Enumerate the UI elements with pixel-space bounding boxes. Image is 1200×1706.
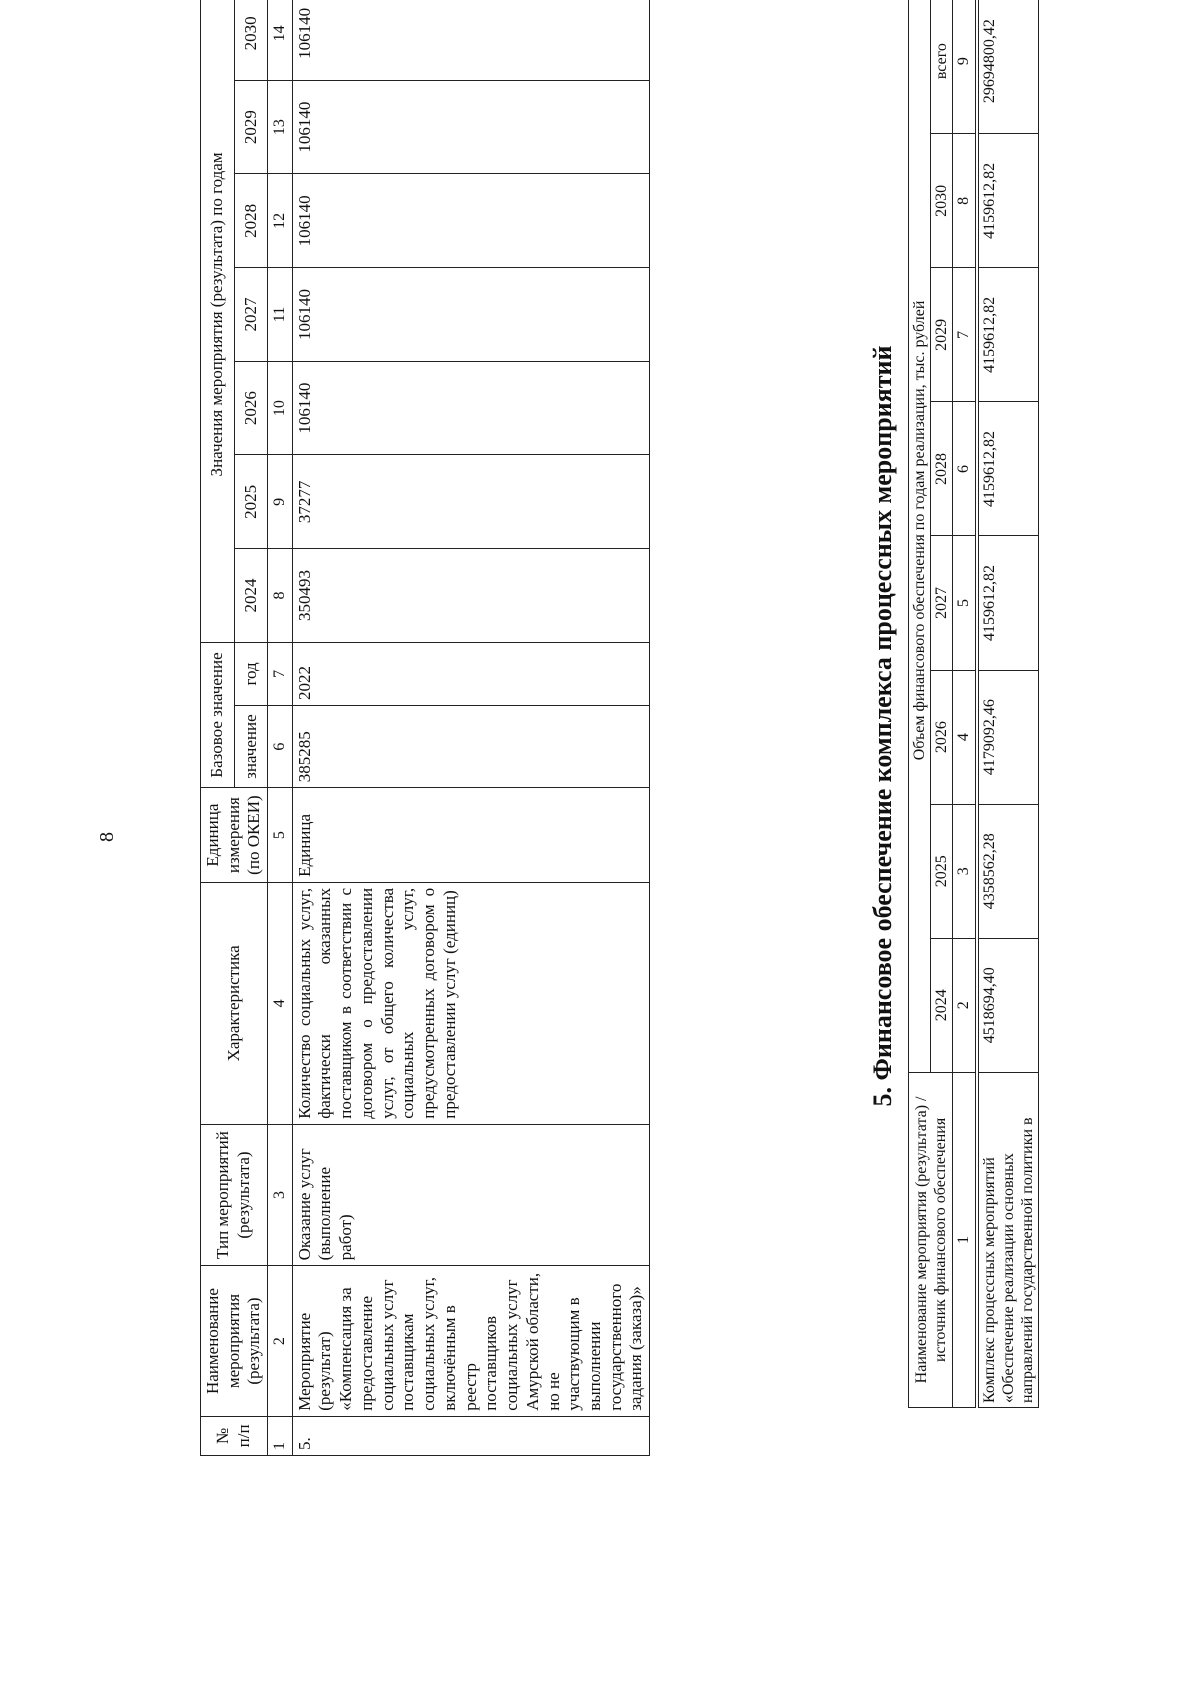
- index-cell: 7: [953, 268, 977, 402]
- index-cell: 1: [953, 1072, 977, 1407]
- col-header-volume: Объем финансового обеспечения по годам реализации, тыс. рублей: [909, 0, 931, 1072]
- col-header-characteristic: Характеристика: [201, 882, 268, 1124]
- row-unit: Единица: [292, 788, 649, 883]
- page-number: 8: [96, 832, 118, 842]
- index-cell: 6: [953, 402, 977, 536]
- index-cell: 7: [268, 642, 293, 705]
- col-header-year: 2026: [931, 670, 953, 804]
- table1-index-row: [268, 0, 293, 1456]
- index-cell: 12: [268, 174, 293, 268]
- activities-results-table: [200, 0, 650, 1456]
- row-year-value: 106140: [292, 80, 649, 174]
- col-header-year: 2026: [234, 361, 268, 455]
- col-header-total: всего: [931, 0, 953, 134]
- col-header-source-name: Наименование мероприятия (результата) / источник финансового обеспечения: [909, 1072, 953, 1407]
- index-cell: 9: [268, 455, 293, 549]
- row-activity-name: Мероприятие (результат) «Компенсация за предоставление социальных услуг поставщикам социальных услуг, включённым в реестр поставщиков социальных услуг Амурской области, но не участвующим в выполнении государственного задания (заказа)»: [292, 1266, 649, 1416]
- row-amount: 4518694,40: [977, 938, 1039, 1072]
- index-cell: 11: [268, 268, 293, 362]
- index-cell: 3: [268, 1124, 293, 1266]
- row-amount: 4179092,46: [977, 670, 1039, 804]
- row-amount: 4159612,82: [977, 268, 1039, 402]
- index-cell: 1: [268, 1416, 293, 1455]
- index-cell: 10: [268, 361, 293, 455]
- col-header-year: 2024: [234, 549, 268, 643]
- col-header-year: 2028: [931, 402, 953, 536]
- table2-index-row: [953, 0, 977, 1408]
- col-header-year: 2030: [931, 134, 953, 268]
- index-cell: 5: [953, 536, 977, 670]
- col-header-year: 2025: [234, 455, 268, 549]
- row-year-value: 350493: [292, 549, 649, 643]
- col-header-year: 2029: [234, 80, 268, 174]
- index-cell: 6: [268, 706, 293, 788]
- col-header-unit: Единица измерения (по ОКЕИ): [201, 788, 268, 883]
- index-cell: 4: [268, 882, 293, 1124]
- index-cell: 13: [268, 80, 293, 174]
- table2-header-row-1: [909, 0, 931, 1408]
- col-header-values-by-year: Значения мероприятия (результата) по годам: [201, 0, 235, 642]
- financing-table: [908, 0, 1039, 1408]
- col-header-num: № п/п: [201, 1416, 268, 1455]
- table1-header-row-1: [201, 0, 235, 1456]
- index-cell: 8: [953, 134, 977, 268]
- row-amount: 4159612,82: [977, 134, 1039, 268]
- col-header-year: 2024: [931, 938, 953, 1072]
- table-row: [292, 0, 649, 1456]
- index-cell: 2: [268, 1266, 293, 1416]
- row-amount-total: 29694800,42: [977, 0, 1039, 134]
- col-header-base-year: год: [234, 642, 268, 705]
- index-cell: 2: [953, 938, 977, 1072]
- row-year-value: 106140: [292, 268, 649, 362]
- index-cell: 3: [953, 804, 977, 938]
- index-cell: 8: [268, 549, 293, 643]
- section-title: 5. Финансовое обеспечение комплекса процессных мероприятий: [868, 345, 897, 1107]
- row-base-value: 385285: [292, 706, 649, 788]
- index-cell: 9: [953, 0, 977, 134]
- table-row: [977, 0, 1039, 1408]
- row-year-value: 106140: [292, 361, 649, 455]
- col-header-year: 2030: [234, 0, 268, 80]
- row-amount: 4159612,82: [977, 536, 1039, 670]
- index-cell: 4: [953, 670, 977, 804]
- row-amount: 4358562,28: [977, 804, 1039, 938]
- row-base-year: 2022: [292, 642, 649, 705]
- col-header-base: Базовое значение: [201, 642, 235, 787]
- col-header-base-value: значение: [234, 706, 268, 788]
- col-header-type: Тип мероприятий (результата): [201, 1124, 268, 1266]
- row-characteristic: Количество социальных услуг, фактически оказанных поставщиком в соответствии с договором о предоставлении услуг, от общего количества социальных услуг, предусмотренных договором о предоставлении услуг (единиц): [292, 882, 649, 1124]
- index-cell: 5: [268, 788, 293, 883]
- row-year-value: 106140: [292, 0, 649, 80]
- row-num: 5.: [292, 1416, 649, 1455]
- col-header-year: 2029: [931, 268, 953, 402]
- row-complex-name: Комплекс процессных мероприятий «Обеспечение реализации основных направлений государственной политики в: [977, 1072, 1039, 1407]
- col-header-year: 2028: [234, 174, 268, 268]
- row-year-value: 106140: [292, 174, 649, 268]
- index-cell: 14: [268, 0, 293, 80]
- row-amount: 4159612,82: [977, 402, 1039, 536]
- col-header-year: 2027: [234, 268, 268, 362]
- col-header-year: 2027: [931, 536, 953, 670]
- row-year-value: 37277: [292, 455, 649, 549]
- row-activity-type: Оказание услуг (выполнение работ): [292, 1124, 649, 1266]
- col-header-name: Наименование мероприятия (результата): [201, 1266, 268, 1416]
- col-header-year: 2025: [931, 804, 953, 938]
